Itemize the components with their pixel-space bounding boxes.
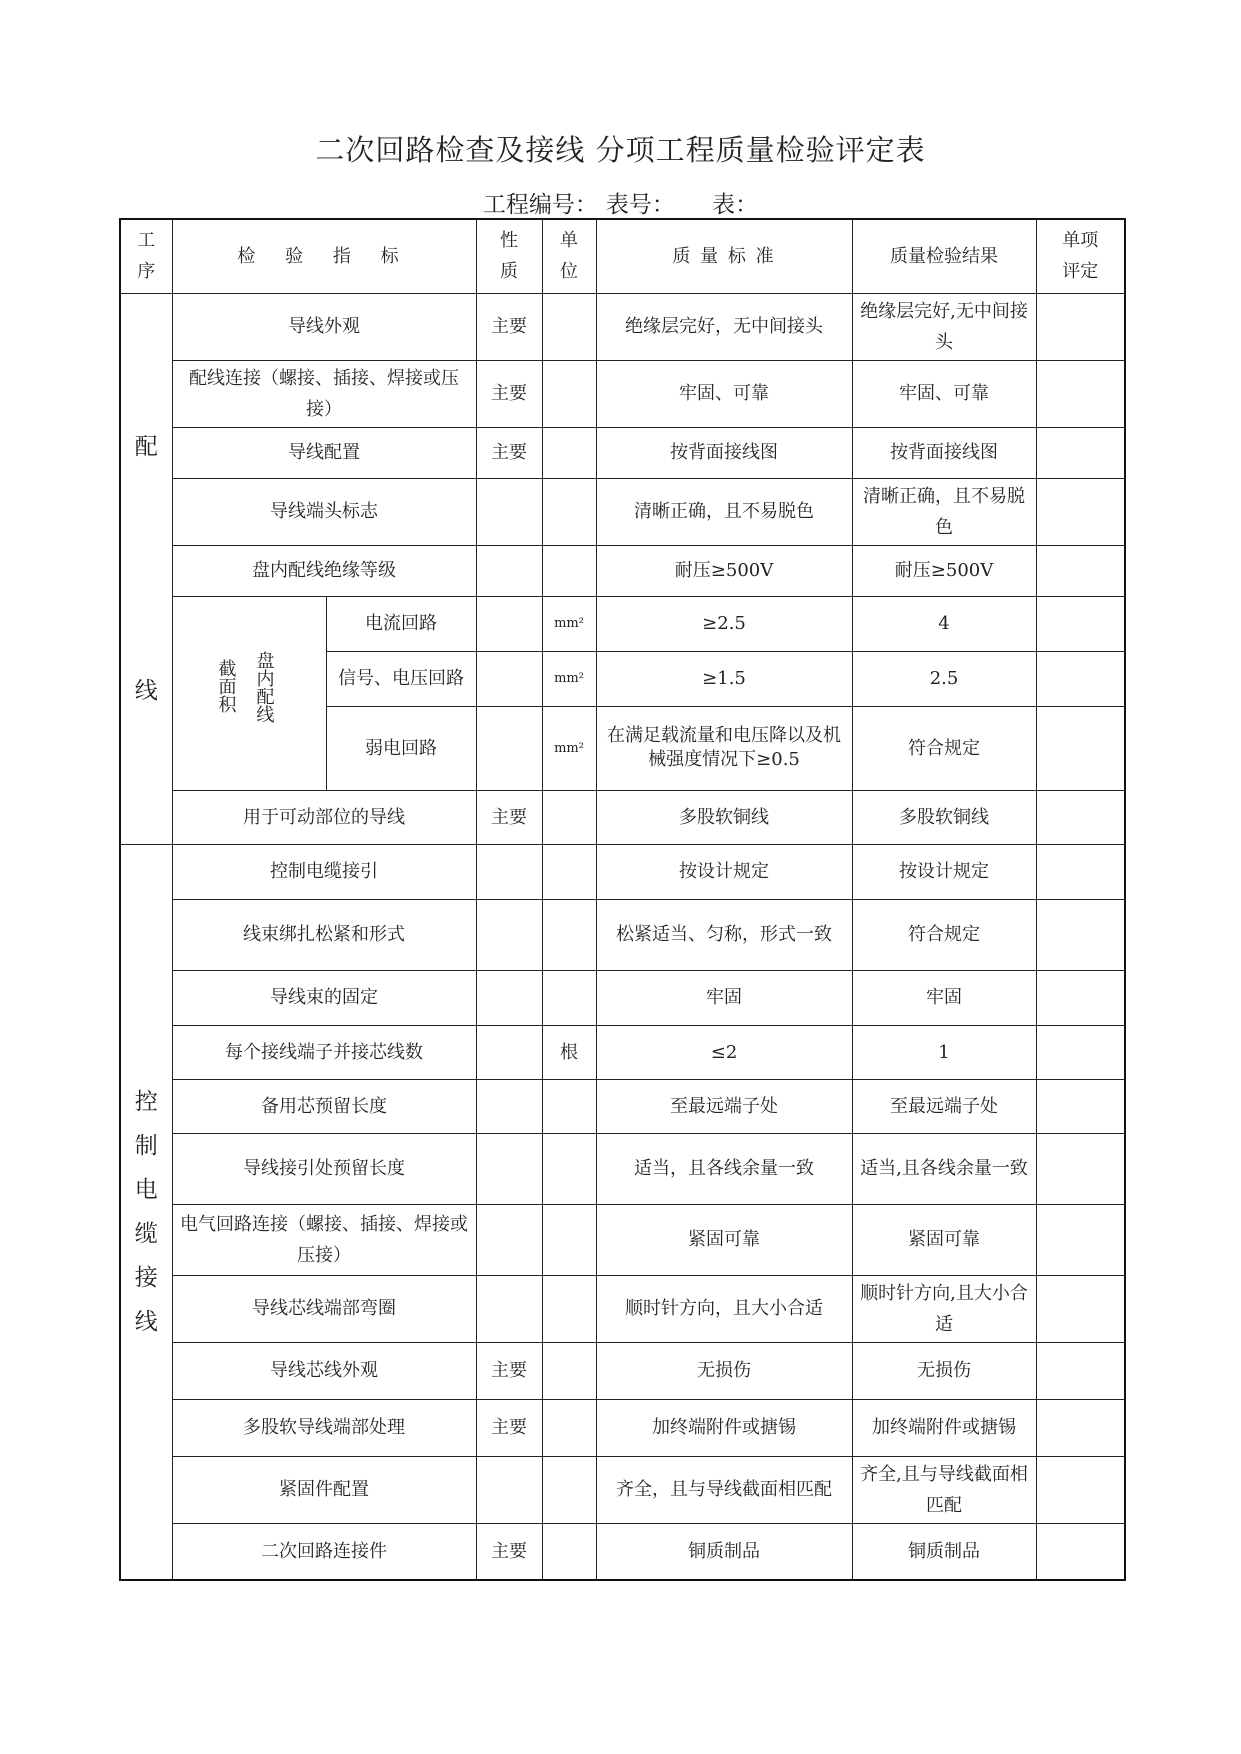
result-cell: 牢固 — [852, 970, 1036, 1025]
result-cell: 至最远端子处 — [852, 1079, 1036, 1133]
header-nature: 性 质 — [476, 219, 542, 293]
header-row — [120, 219, 1125, 293]
eval-cell — [1036, 1342, 1125, 1399]
form-subtitle — [0, 186, 1241, 219]
indicator-cell: 二次回路连接件 — [172, 1523, 476, 1580]
result-cell: 清晰正确，且不易脱色 — [852, 478, 1036, 545]
indicator-cell: 控制电缆接引 — [172, 844, 476, 899]
eval-cell — [1036, 1079, 1125, 1133]
indicator-cell: 导线束的固定 — [172, 970, 476, 1025]
result-cell: 加终端附件或搪锡 — [852, 1399, 1036, 1456]
indicator-cell: 每个接线端子并接芯线数 — [172, 1025, 476, 1079]
result-cell: 符合规定 — [852, 899, 1036, 970]
nature-cell: 主要 — [476, 790, 542, 844]
eval-cell — [1036, 478, 1125, 545]
nature-cell — [476, 1079, 542, 1133]
cross-section-label-b: 盘内配线 — [253, 650, 275, 723]
table-row — [120, 844, 1125, 899]
table-row — [120, 596, 1125, 651]
standard-cell: 多股软铜线 — [596, 790, 852, 844]
nature-cell — [476, 844, 542, 899]
indicator-cell: 电气回路连接（螺接、插接、焊接或压接） — [172, 1204, 476, 1275]
standard-cell: 清晰正确，且不易脱色 — [596, 478, 852, 545]
unit-cell — [542, 1342, 596, 1399]
unit-cell: mm² — [542, 596, 596, 651]
table-row — [120, 790, 1125, 844]
unit-cell — [542, 293, 596, 360]
standard-cell: 在满足载流量和电压降以及机械强度情况下≥0.5 — [596, 706, 852, 790]
standard-cell: ≥1.5 — [596, 651, 852, 706]
header-indicator: 检 验 指 标 — [172, 219, 476, 293]
header-process: 工 序 — [120, 219, 172, 293]
project-number-label: 工程编号： — [482, 192, 598, 218]
standard-cell: 牢固 — [596, 970, 852, 1025]
indicator-cell: 导线端头标志 — [172, 478, 476, 545]
unit-cell — [542, 545, 596, 596]
result-cell: 耐压≥500V — [852, 545, 1036, 596]
indicator-cell: 电流回路 — [326, 596, 476, 651]
indicator-cell: 导线配置 — [172, 427, 476, 478]
standard-cell: 铜质制品 — [596, 1523, 852, 1580]
unit-cell: mm² — [542, 651, 596, 706]
nature-cell — [476, 596, 542, 651]
standard-cell: 至最远端子处 — [596, 1079, 852, 1133]
unit-cell — [542, 790, 596, 844]
eval-cell — [1036, 545, 1125, 596]
result-cell: 1 — [852, 1025, 1036, 1079]
table-row — [120, 427, 1125, 478]
indicator-cell: 用于可动部位的导线 — [172, 790, 476, 844]
inspection-table — [119, 218, 1126, 1581]
indicator-cell: 备用芯预留长度 — [172, 1079, 476, 1133]
eval-cell — [1036, 706, 1125, 790]
indicator-cell: 导线外观 — [172, 293, 476, 360]
unit-cell — [542, 844, 596, 899]
nature-cell — [476, 545, 542, 596]
result-cell: 牢固、可靠 — [852, 360, 1036, 427]
standard-cell: 按背面接线图 — [596, 427, 852, 478]
standard-cell: 无损伤 — [596, 1342, 852, 1399]
nature-cell — [476, 1275, 542, 1342]
result-cell: 多股软铜线 — [852, 790, 1036, 844]
nature-cell — [476, 1025, 542, 1079]
nature-cell — [476, 1204, 542, 1275]
unit-cell — [542, 478, 596, 545]
standard-cell: 牢固、可靠 — [596, 360, 852, 427]
table-row — [120, 478, 1125, 545]
standard-cell: ≥2.5 — [596, 596, 852, 651]
unit-cell — [542, 1275, 596, 1342]
process-label-control-cable: 控 制 电 缆 接 线 — [120, 844, 172, 1580]
table-row — [120, 360, 1125, 427]
eval-cell — [1036, 596, 1125, 651]
nature-cell — [476, 970, 542, 1025]
result-cell: 符合规定 — [852, 706, 1036, 790]
result-cell: 按背面接线图 — [852, 427, 1036, 478]
table-row — [120, 970, 1125, 1025]
eval-cell — [1036, 970, 1125, 1025]
nature-cell — [476, 1133, 542, 1204]
table-row — [120, 1275, 1125, 1342]
result-cell: 2.5 — [852, 651, 1036, 706]
header-eval: 单项 评定 — [1036, 219, 1125, 293]
eval-cell — [1036, 427, 1125, 478]
indicator-cell: 信号、电压回路 — [326, 651, 476, 706]
nature-cell: 主要 — [476, 1399, 542, 1456]
nature-cell — [476, 651, 542, 706]
eval-cell — [1036, 899, 1125, 970]
eval-cell — [1036, 1523, 1125, 1580]
page-title: 二次回路检查及接线 分项工程质量检验评定表 — [315, 133, 926, 167]
table-row — [120, 1342, 1125, 1399]
eval-cell — [1036, 790, 1125, 844]
table-row — [120, 1133, 1125, 1204]
indicator-cell: 紧固件配置 — [172, 1456, 476, 1523]
table-row — [120, 899, 1125, 970]
result-cell: 齐全,且与导线截面相匹配 — [852, 1456, 1036, 1523]
standard-cell: 松紧适当、匀称，形式一致 — [596, 899, 852, 970]
eval-cell — [1036, 360, 1125, 427]
eval-cell — [1036, 1204, 1125, 1275]
header-unit: 单 位 — [542, 219, 596, 293]
table-row — [120, 1399, 1125, 1456]
standard-cell: 绝缘层完好，无中间接头 — [596, 293, 852, 360]
table-number-label: 表号： — [605, 192, 675, 218]
table-row — [120, 1079, 1125, 1133]
nature-cell — [476, 478, 542, 545]
eval-cell — [1036, 1133, 1125, 1204]
unit-cell — [542, 1456, 596, 1523]
nature-cell: 主要 — [476, 293, 542, 360]
nature-cell — [476, 899, 542, 970]
unit-cell — [542, 899, 596, 970]
unit-cell: 根 — [542, 1025, 596, 1079]
standard-cell: 加终端附件或搪锡 — [596, 1399, 852, 1456]
unit-cell — [542, 1133, 596, 1204]
cross-section-label — [172, 596, 326, 790]
table-row — [120, 1456, 1125, 1523]
nature-cell: 主要 — [476, 427, 542, 478]
table-label: 表： — [712, 192, 759, 218]
indicator-cell: 导线接引处预留长度 — [172, 1133, 476, 1204]
unit-cell — [542, 970, 596, 1025]
nature-cell: 主要 — [476, 360, 542, 427]
result-cell: 按设计规定 — [852, 844, 1036, 899]
eval-cell — [1036, 844, 1125, 899]
indicator-cell: 导线芯线端部弯圈 — [172, 1275, 476, 1342]
result-cell: 顺时针方向,且大小合适 — [852, 1275, 1036, 1342]
nature-cell — [476, 1456, 542, 1523]
result-cell: 适当,且各线余量一致 — [852, 1133, 1036, 1204]
eval-cell — [1036, 1025, 1125, 1079]
indicator-cell: 多股软导线端部处理 — [172, 1399, 476, 1456]
standard-cell: ≤2 — [596, 1025, 852, 1079]
standard-cell: 按设计规定 — [596, 844, 852, 899]
eval-cell — [1036, 1399, 1125, 1456]
indicator-cell: 配线连接（螺接、插接、焊接或压接） — [172, 360, 476, 427]
standard-cell: 齐全，且与导线截面相匹配 — [596, 1456, 852, 1523]
unit-cell — [542, 1523, 596, 1580]
nature-cell: 主要 — [476, 1523, 542, 1580]
eval-cell — [1036, 1275, 1125, 1342]
unit-cell — [542, 1399, 596, 1456]
result-cell: 紧固可靠 — [852, 1204, 1036, 1275]
result-cell: 4 — [852, 596, 1036, 651]
table-row — [120, 1523, 1125, 1580]
result-cell: 无损伤 — [852, 1342, 1036, 1399]
header-standard: 质 量 标 准 — [596, 219, 852, 293]
eval-cell — [1036, 1456, 1125, 1523]
result-cell: 铜质制品 — [852, 1523, 1036, 1580]
table-row — [120, 293, 1125, 360]
indicator-cell: 导线芯线外观 — [172, 1342, 476, 1399]
unit-cell — [542, 1079, 596, 1133]
indicator-cell: 线束绑扎松紧和形式 — [172, 899, 476, 970]
standard-cell: 紧固可靠 — [596, 1204, 852, 1275]
standard-cell: 适当，且各线余量一致 — [596, 1133, 852, 1204]
nature-cell: 主要 — [476, 1342, 542, 1399]
indicator-cell: 盘内配线绝缘等级 — [172, 545, 476, 596]
standard-cell: 耐压≥500V — [596, 545, 852, 596]
unit-cell — [542, 360, 596, 427]
header-result: 质量检验结果 — [852, 219, 1036, 293]
eval-cell — [1036, 293, 1125, 360]
standard-cell: 顺时针方向，且大小合适 — [596, 1275, 852, 1342]
process-label-wiring: 配 线 — [120, 293, 172, 844]
nature-cell — [476, 706, 542, 790]
unit-cell — [542, 427, 596, 478]
table-row — [120, 1025, 1125, 1079]
unit-cell — [542, 1204, 596, 1275]
table-row — [120, 1204, 1125, 1275]
indicator-cell: 弱电回路 — [326, 706, 476, 790]
eval-cell — [1036, 651, 1125, 706]
result-cell: 绝缘层完好,无中间接头 — [852, 293, 1036, 360]
unit-cell: mm² — [542, 706, 596, 790]
cross-section-label-a: 截面积 — [215, 658, 237, 713]
table-row — [120, 545, 1125, 596]
